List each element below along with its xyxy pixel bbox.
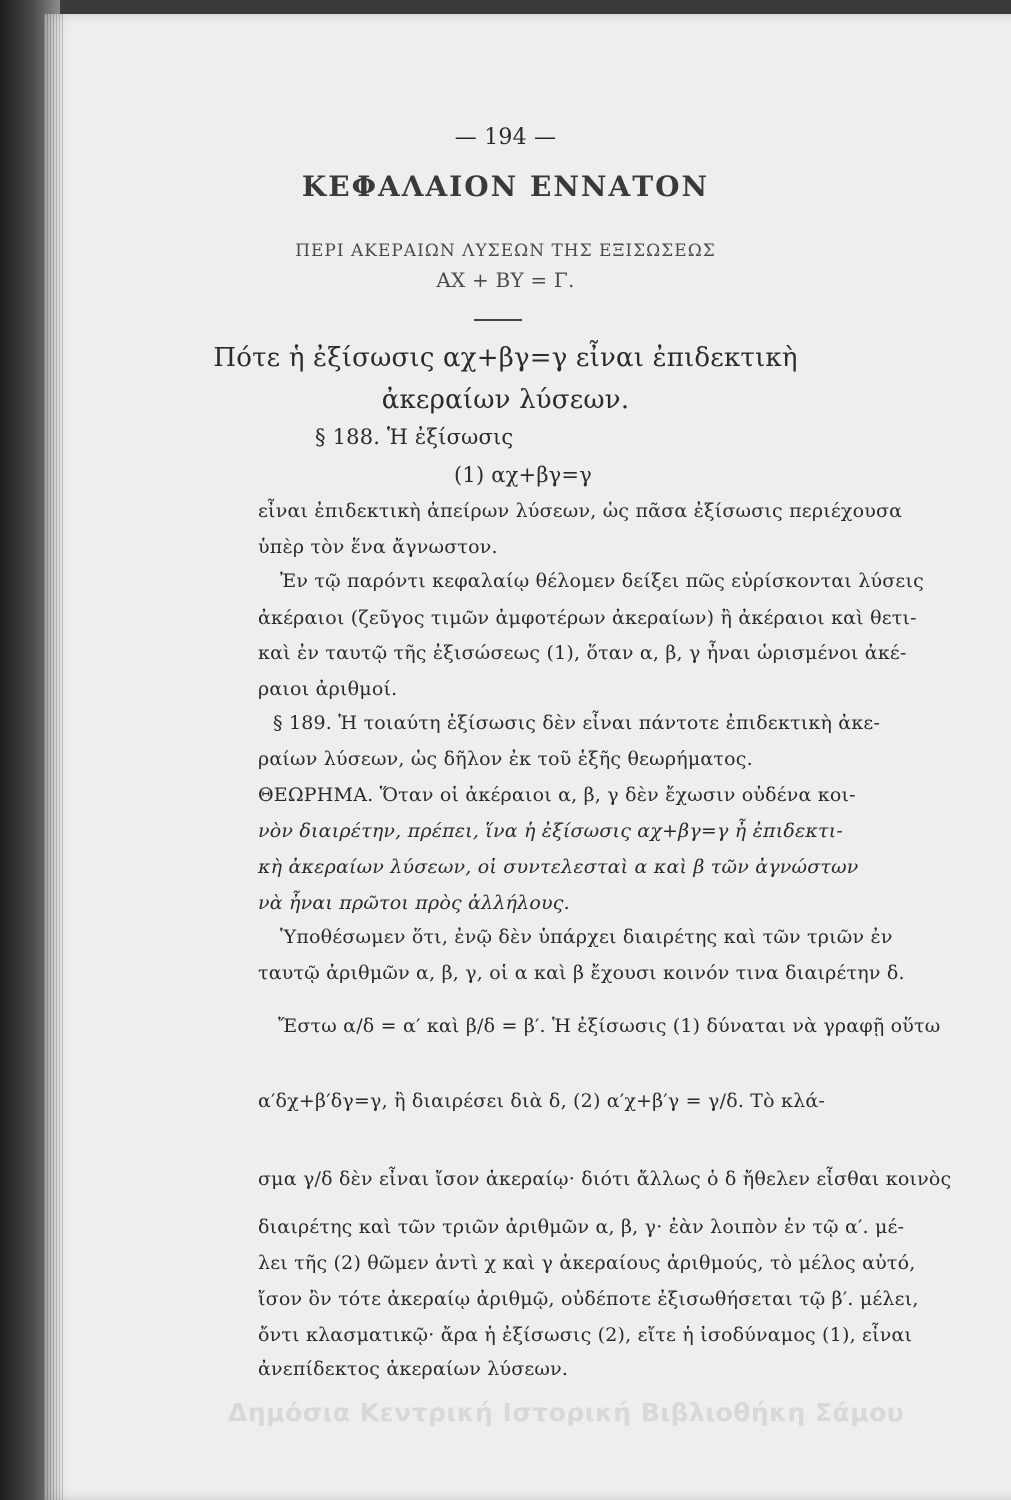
body-line: Ὑποθέσωμεν ὅτι, ἐνῷ δὲν ὑπάρχει διαιρέτης καὶ τῶν τριῶν ἐν [280,926,893,948]
body-line: ὑπὲρ τὸν ἕνα ἄγνωστον. [258,536,498,558]
body-line: Ἐν τῷ παρόντι κεφαλαίῳ θέλομεν δείξει πῶς εὑρίσκονται λύσεις [280,570,924,592]
body-line: ταυτῷ ἀριθμῶν α, β, γ, οἱ α καὶ β ἔχουσι κοινόν τινα διαιρέτην δ. [258,962,905,984]
body-line: διαιρέτης καὶ τῶν τριῶν ἀριθμῶν α, β, γ· ἐὰν λοιπὸν ἐν τῷ α′. μέ- [258,1216,905,1238]
equation-1: (1) αχ+βγ=γ [454,463,592,487]
question-heading-line-2: ἀκεραίων λύσεων. [381,385,630,415]
body-line: καὶ ἐν ταυτῷ τῆς ἐξισώσεως (1), ὅταν α, β, γ ἦναι ὡρισμένοι ἀκέ- [258,642,907,664]
title-rule [474,319,522,321]
question-heading-line-1: Πότε ἡ ἐξίσωσις αχ+βγ=γ εἶναι ἐπιδεκτικὴ [213,343,798,373]
theorem-line: ΘΕΩΡΗΜΑ. Ὅταν οἱ ἀκέραιοι α, β, γ δὲν ἔχωσιν οὐδένα κοι- [258,784,856,806]
theorem-line: κὴ ἀκεραίων λύσεων, οἱ συντελεσταὶ α καὶ β τῶν ἀγνώστων [258,856,859,878]
body-line: α′δχ+β′δγ=γ, ἢ διαιρέσει διὰ δ, (2) α′χ+β′γ = γ/δ. Τὸ κλά- [258,1090,826,1112]
theorem-line: νὰ ἦναι πρῶτοι πρὸς ἀλλήλους. [258,892,570,914]
body-line: λει τῆς (2) θῶμεν ἀντὶ χ καὶ γ ἀκεραίους ἀριθμούς, τὸ μέλος αὐτό, [258,1252,916,1274]
chapter-title: ΚΕΦΑΛΑΙΟΝ ΕΝΝΑΤΟΝ [301,170,710,203]
section-188-label: § 188. Ἡ ἐξίσωσις [315,425,514,449]
body-line: ραίων λύσεων, ὡς δῆλον ἐκ τοῦ ἑξῆς θεωρήματος. [258,748,753,770]
body-line: εἶναι ἐπιδεκτικὴ ἀπείρων λύσεων, ὡς πᾶσα ἐξίσωσις περιέχουσα [258,500,903,522]
page-header: — 194 — [454,125,557,150]
body-line: ἴσον ὂν τότε ἀκεραίῳ ἀριθμῷ, οὐδέποτε ἐξισωθήσεται τῷ β′. μέλει, [258,1288,919,1310]
section-title: ΠΕΡΙ ΑΚΕΡΑΙΩΝ ΛΥΣΕΩΝ ΤΗΣ ΕΞΙΣΩΣΕΩΣ [295,241,716,261]
body-line: ὄντι κλασματικῷ· ἄρα ἡ ἐξίσωσις (2), εἴτε ἡ ἰσοδύναμος (1), εἶναι [258,1324,913,1346]
section-equation: ΑΧ + ΒΥ = Γ. [436,268,575,292]
theorem-line: νὸν διαιρέτην, πρέπει, ἵνα ἡ ἐξίσωσις αχ+βγ=γ ἦ ἐπιδεκτι- [258,820,844,842]
body-line: Ἔστω α/δ = α′ καὶ β/δ = β′. Ἡ ἐξίσωσις (1) δύναται νὰ γραφῇ οὕτω [278,1015,941,1037]
library-watermark: Δημόσια Κεντρική Ιστορική Βιβλιοθήκη Σάμου [228,1398,905,1427]
body-line: ἀνεπίδεκτος ἀκεραίων λύσεων. [258,1358,569,1380]
body-line: σμα γ/δ δὲν εἶναι ἴσον ἀκεραίῳ· διότι ἄλλως ὁ δ ἤθελεν εἶσθαι κοινὸς [258,1168,952,1190]
section-189-line: § 189. Ἡ τοιαύτη ἐξίσωσις δὲν εἶναι πάντοτε ἐπιδεκτικὴ ἀκε- [273,712,881,734]
body-line: ἀκέραιοι (ζεῦγος τιμῶν ἀμφοτέρων ἀκεραίων) ἢ ἀκέραιοι καὶ θετι- [258,607,917,629]
body-line: ραιοι ἀριθμοί. [258,678,398,700]
